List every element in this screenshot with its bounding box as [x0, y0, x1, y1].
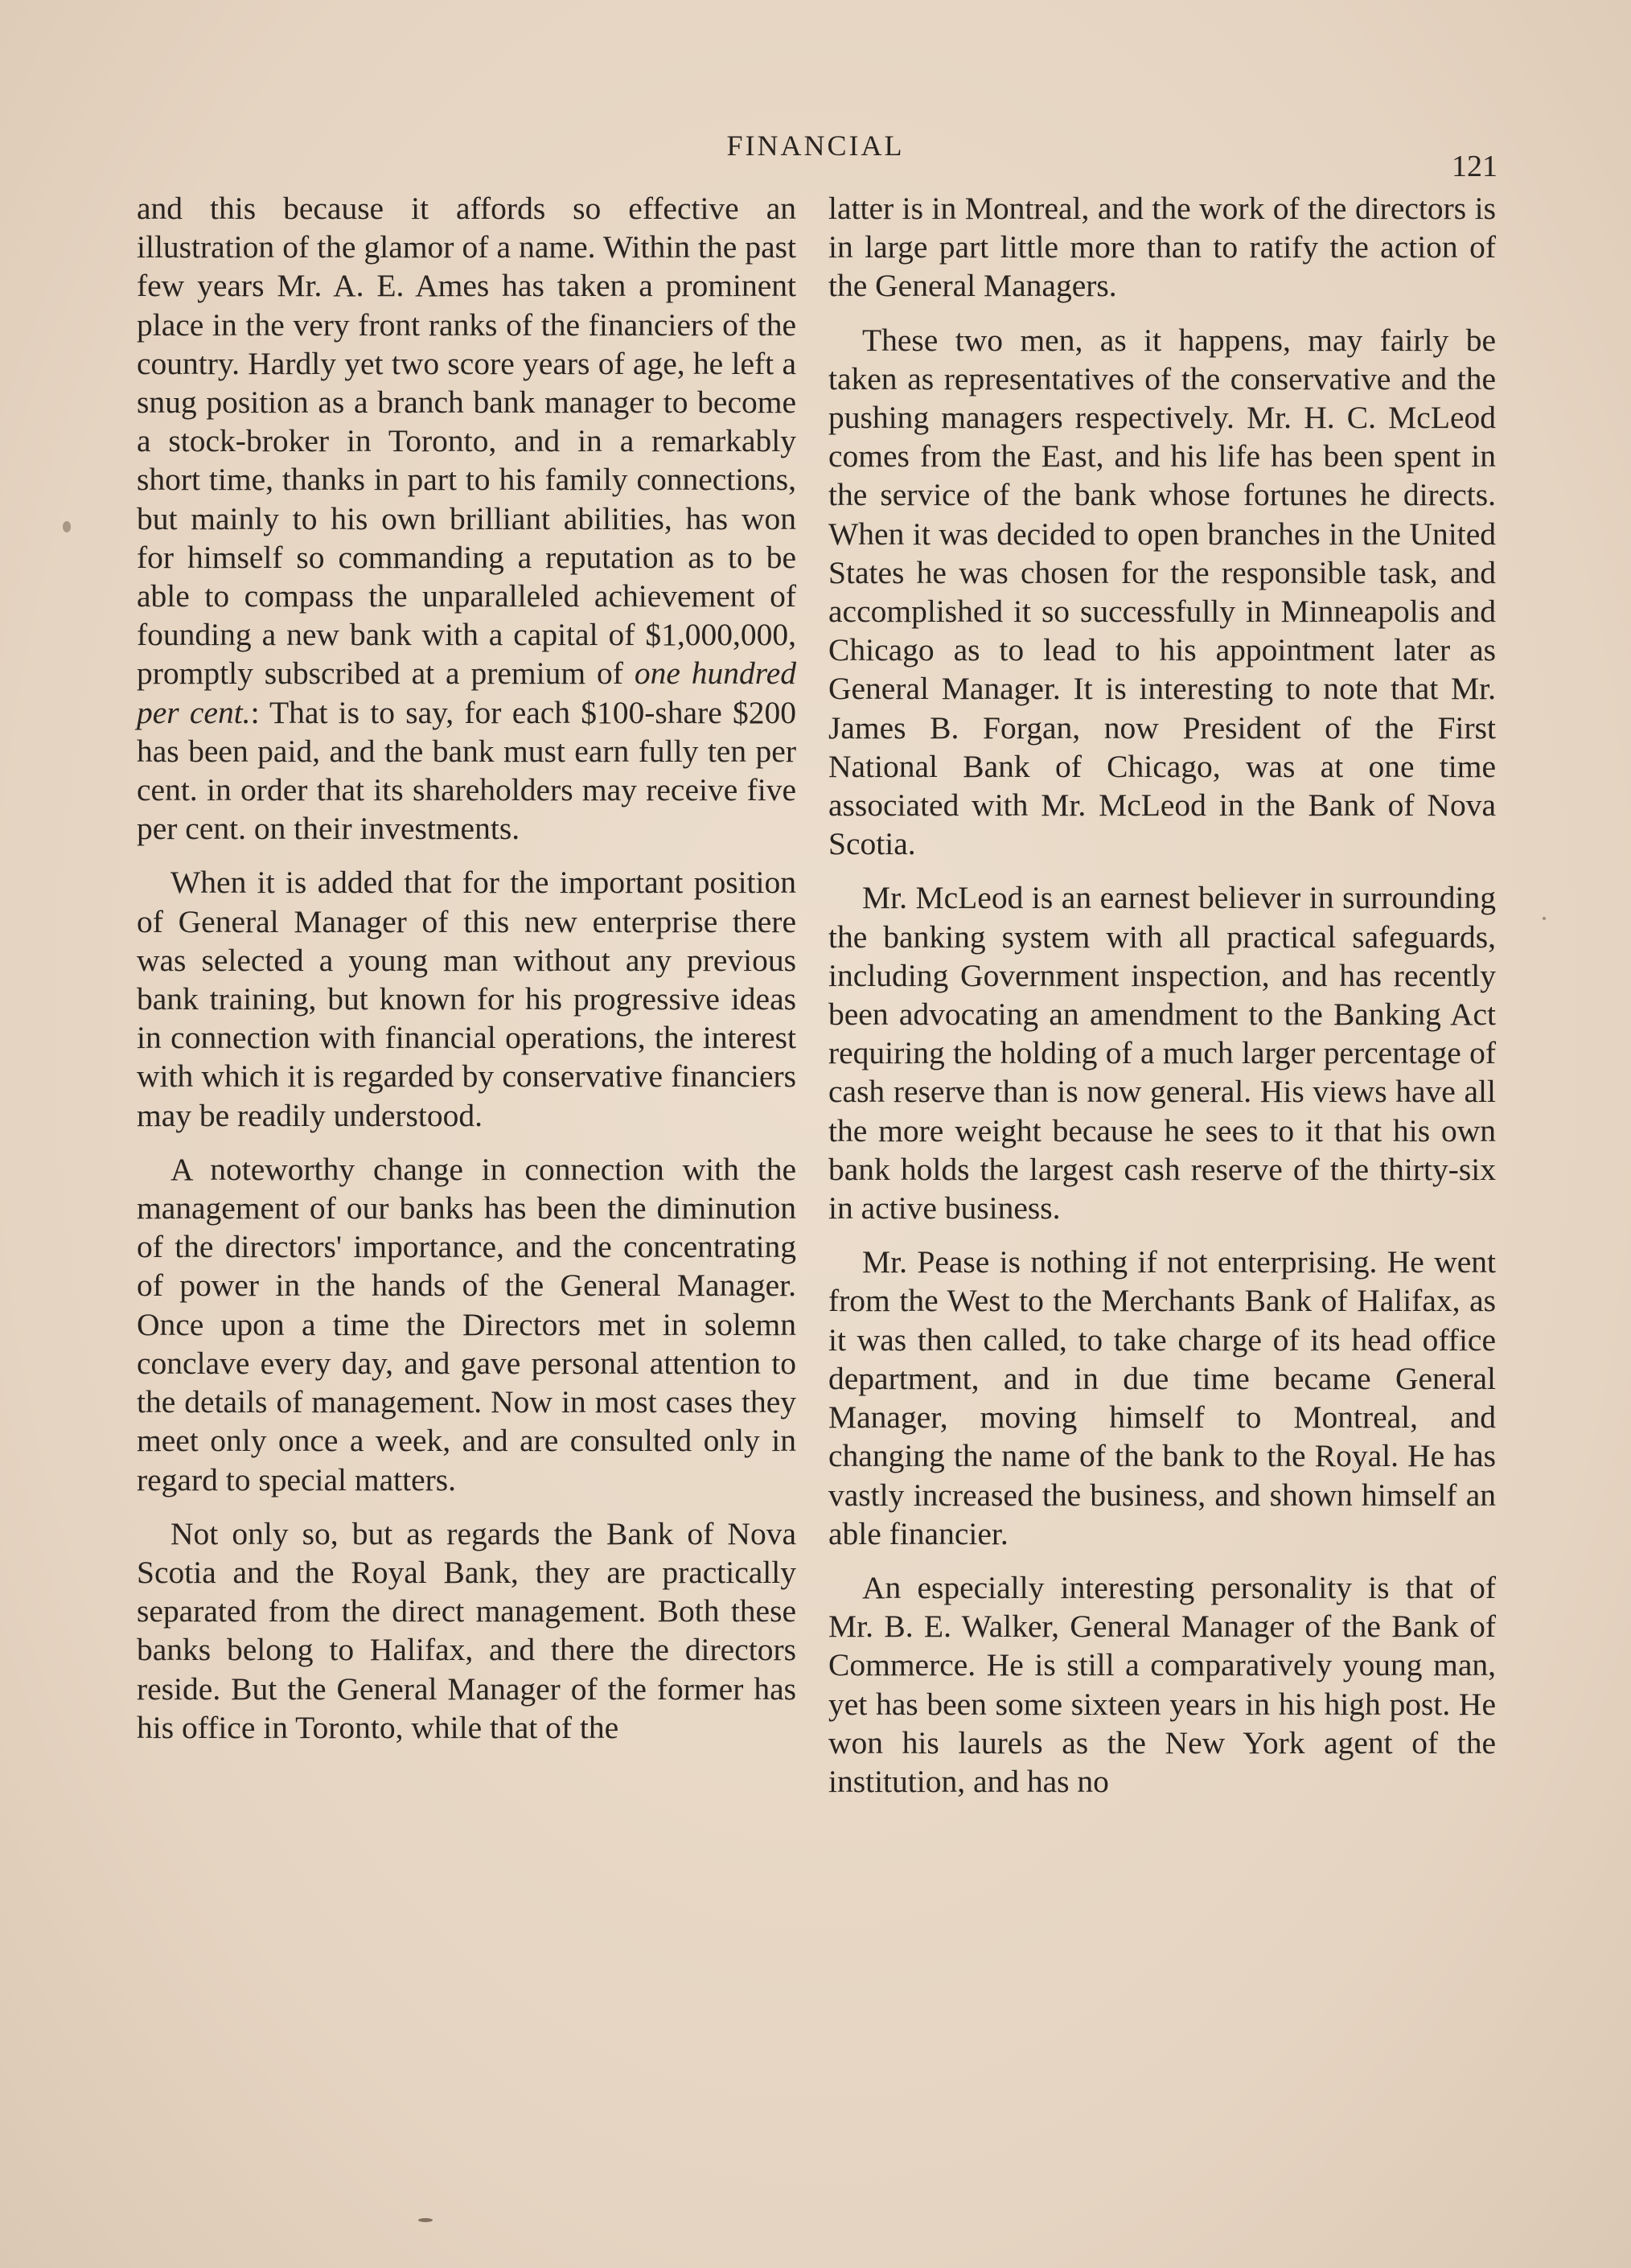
right-column	[828, 189, 1496, 1816]
paper-speck	[63, 521, 71, 532]
paragraph: Not only so, but as regards the Bank of Nova Scotia and the Royal Bank, they are practically separated from the direct management. Both these banks belong to Halifax, and there the directors reside. But the General Manager of the former has his office in Toronto, while that of the	[137, 1515, 796, 1745]
paragraph: Mr. McLeod is an earnest believer in surrounding the banking system with all practical safeguards, including Government inspection, and has recently been advocating an amendment to the Banking Act requiring the holding of a much larger percentage of cash reserve than is now general. His views have all the more weight because he sees to it that his own bank holds the largest cash reserve of the thirty-six in active business.	[828, 880, 1496, 1226]
paragraph	[137, 189, 796, 848]
paragraph-text: : That is to say, for each $100-share $200 has been paid, and the bank must earn fully ten per cent. in order that its shareholders may receive five per cent. on their investments.	[137, 694, 796, 847]
paragraph: A noteworthy change in connection with the management of our banks has been the diminution of the directors' importance, and the concentrating of power in the hands of the General Manager. Once upon a time the Directors met in solemn conclave every day, and gave personal attention to the details of management. Now in most cases they meet only once a week, and are consulted only in regard to special matters.	[137, 1151, 796, 1498]
paper-speck	[1543, 917, 1546, 920]
italic-phrase: one hundred per cent.	[137, 655, 796, 730]
paragraph-text: and this because it affords so effective an illustration of the glamor of a name. Within the past few years Mr. A. E. Ames has taken a prominent place in the very front ranks of the financiers of the country. Hardly yet two score years of age, he left a snug position as a branch bank manager to become a stock-broker in Toronto, and in a remarkably short time, thanks in part to his family connections, but mainly to his own brilliant abilities, has won for himself so commanding a reputation as to be able to compass the unparalleled achievement of founding a new bank with a capital of $1,000,000, promptly subscribed at a premium of	[137, 191, 796, 692]
paragraph: An especially interesting personality is that of Mr. B. E. Walker, General Manager of the Bank of Commerce. He is still a comparatively young man, yet has been some sixteen years in his high post. He won his laurels as the New York agent of the institution, and has no	[828, 1569, 1496, 1799]
paragraph: These two men, as it happens, may fairly be taken as representatives of the conservative and the pushing managers respectively. Mr. H. C. McLeod comes from the East, and his life has been spent in the service of the bank whose fortunes he directs. When it was decided to open branches in the United States he was chosen for the responsible task, and accomplished it so successfully in Minneapolis and Chicago as to lead to his appointment later as General Manager. It is interesting to note that Mr. James B. Forgan, now President of the First National Bank of Chicago, was at one time associated with Mr. McLeod in the Bank of Nova Scotia.	[828, 322, 1496, 862]
paragraph: Mr. Pease is nothing if not enterprising. He went from the West to the Merchants Bank of Halifax, as it was then called, to take charge of its head office department, and in due time became General Manager, moving himself to Montreal, and changing the name of the bank to the Royal. He has vastly increased the business, and shown himself an able financier.	[828, 1244, 1496, 1551]
paragraph: latter is in Montreal, and the work of the directors is in large part little more than to ratify the action of the General Managers.	[828, 191, 1496, 304]
paragraph: When it is added that for the important position of General Manager of this new enterprise there was selected a young man without any previous bank training, but known for his progressive ideas in connection with financial operations, the interest with which it is regarded by conservative financiers may be readily understood.	[137, 865, 796, 1133]
paper-speck	[418, 2218, 433, 2222]
page-number: 121	[1452, 150, 1497, 183]
left-column	[137, 189, 796, 1762]
running-title: FINANCIAL	[726, 129, 905, 162]
